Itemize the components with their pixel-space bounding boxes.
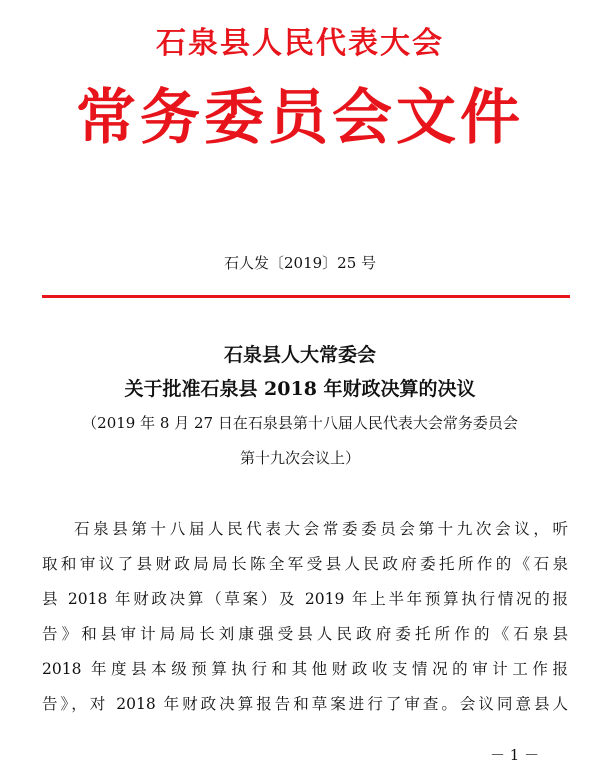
body-line: 石泉县第十八届人民代表大会常委委员会第十九次会议，听	[74, 520, 568, 538]
body-line: 告》和县审计局局长刘康强受县人民政府委托所作的《石泉县	[42, 625, 568, 643]
page-number: － 1 －	[490, 746, 540, 764]
body-line: 告》，对 2018 年财政决算报告和草案进行了审查。会议同意县人	[42, 695, 568, 713]
meeting-note-line-2: 第十九次会议上）	[239, 449, 360, 467]
meeting-note-line-1: （2019 年 8 月 27 日在石泉县第十八届人民代表大会常务委员会	[82, 414, 518, 432]
document-type-heading: 常务委员会文件	[76, 83, 524, 153]
body-line: 取和审议了县财政局局长陈全军受县人民政府委托所作的《石泉	[42, 555, 568, 573]
body-paragraph	[42, 512, 568, 722]
body-line: 县 2018 年财政决算（草案）及 2019 年上半年预算执行情况的报	[42, 590, 568, 608]
document-title-line-1: 石泉县人大常委会	[223, 344, 376, 366]
document-number: 石人发〔2019〕25 号	[223, 254, 377, 272]
red-divider-line	[42, 295, 570, 298]
document-title-line-2: 关于批准石泉县 2018 年财政决算的决议	[124, 378, 476, 400]
body-line: 2018 年度县本级预算执行和其他财政收支情况的审计工作报	[42, 660, 568, 678]
issuer-name: 石泉县人民代表大会	[156, 26, 444, 61]
